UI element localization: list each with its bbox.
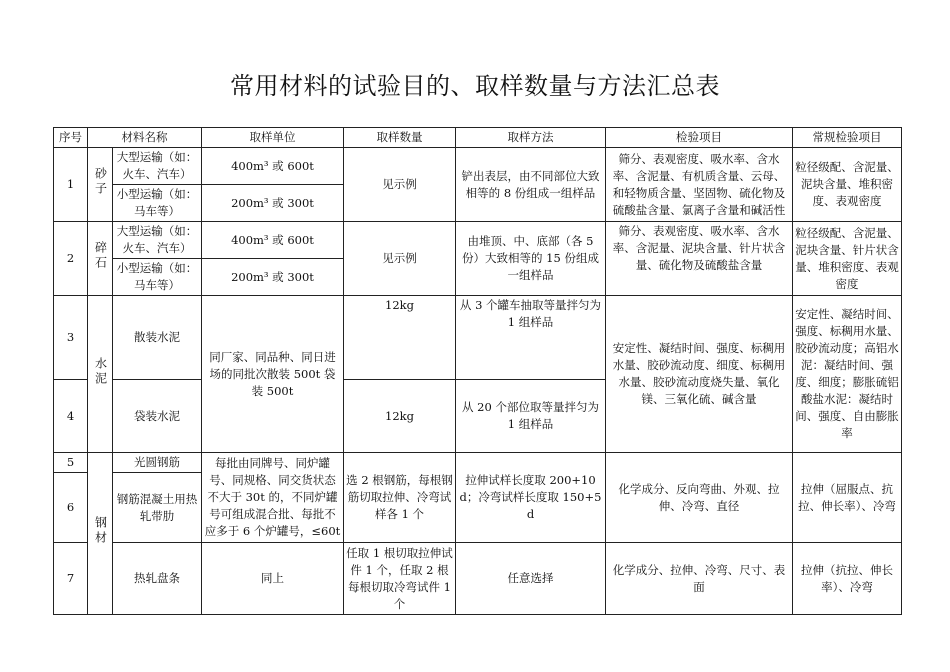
sample-unit: 每批由同牌号、同炉罐号、同规格、同交货状态不大于 30t 的，不同炉罐号可组成混合批、每批不应多于 6 个炉罐号，≤60t xyxy=(202,453,344,543)
material-group: 水泥 xyxy=(88,296,113,453)
header-material: 材料名称 xyxy=(88,128,202,148)
row-number: 5 xyxy=(54,453,88,473)
sub-material: 大型运输（如：火车、汽车） xyxy=(113,148,202,185)
sub-material: 小型运输（如：马车等） xyxy=(113,259,202,296)
header-no: 序号 xyxy=(54,128,88,148)
sample-qty: 见示例 xyxy=(344,222,456,296)
header-method: 取样方法 xyxy=(456,128,606,148)
sample-qty: 任取 1 根切取拉伸试件 1 个，任取 2 根每根切取冷弯试件 1 个 xyxy=(344,543,456,615)
table-row xyxy=(54,148,902,185)
table-row xyxy=(54,543,902,615)
material-group: 砂子 xyxy=(88,148,113,222)
material-group: 碎石 xyxy=(88,222,113,296)
routine-items: 安定性、凝结时间、强度、标稠用水量、胶砂流动度；高铝水泥：凝结时间、强度、细度；膨胀硫铝酸盐水泥：凝结时间、强度、自由膨胀率 xyxy=(793,296,902,453)
sample-unit: 400m³ 或 600t xyxy=(202,148,344,185)
sub-material: 袋装水泥 xyxy=(113,380,202,453)
sample-qty: 见示例 xyxy=(344,148,456,222)
routine-items: 拉伸（屈服点、抗拉、伸长率）、冷弯 xyxy=(793,453,902,543)
header-routine: 常规检验项目 xyxy=(793,128,902,148)
row-number: 1 xyxy=(54,148,88,222)
sample-method: 由堆顶、中、底部（各 5 份）大致相等的 15 份组成一组样品 xyxy=(456,222,606,296)
sample-unit: 同厂家、同品种、同日进场的同批次散装 500t 袋装 500t xyxy=(202,296,344,453)
header-items: 检验项目 xyxy=(606,128,793,148)
routine-items: 拉伸（抗拉、伸长率）、冷弯 xyxy=(793,543,902,615)
row-number: 2 xyxy=(54,222,88,296)
sub-material: 大型运输（如：火车、汽车） xyxy=(113,222,202,259)
row-number: 3 xyxy=(54,296,88,380)
header-unit: 取样单位 xyxy=(202,128,344,148)
table-row xyxy=(54,453,902,473)
sample-method: 铲出表层，由不同部位大致相等的 8 份组成一组样品 xyxy=(456,148,606,222)
materials-table xyxy=(53,127,902,615)
sub-material: 钢筋混凝土用热轧带肋 xyxy=(113,473,202,543)
table-row xyxy=(54,296,902,380)
sample-unit: 400m³ 或 600t xyxy=(202,222,344,259)
sub-material: 光圆钢筋 xyxy=(113,453,202,473)
routine-items: 粒径级配、含泥量、泥块含量、针片状含量、堆积密度、表观密度 xyxy=(793,222,902,296)
test-items: 筛分、表观密度、吸水率、含水率、含泥量、有机质含量、云母、和轻物质含量、坚固物、硫化物及硫酸盐含量、氯离子含量和碱活性 xyxy=(606,148,793,222)
sample-method: 从 20 个部位取等量拌匀为 1 组样品 xyxy=(456,380,606,453)
sample-qty: 选 2 根钢筋，每根钢筋切取拉伸、冷弯试样各 1 个 xyxy=(344,453,456,543)
test-items: 化学成分、拉伸、冷弯、尺寸、表面 xyxy=(606,543,793,615)
sample-method: 拉伸试样长度取 200+10d；冷弯试样长度取 150+5d xyxy=(456,453,606,543)
routine-items: 粒径级配、含泥量、泥块含量、堆积密度、表观密度 xyxy=(793,148,902,222)
header-qty: 取样数量 xyxy=(344,128,456,148)
page-title: 常用材料的试验目的、取样数量与方法汇总表 xyxy=(230,72,720,100)
sample-unit: 同上 xyxy=(202,543,344,615)
sub-material: 热轧盘条 xyxy=(113,543,202,615)
header-row xyxy=(54,128,902,148)
sample-qty: 12kg xyxy=(344,296,456,380)
table-row xyxy=(54,222,902,259)
sample-unit: 200m³ 或 300t xyxy=(202,185,344,222)
row-number: 7 xyxy=(54,543,88,615)
sample-unit: 200m³ 或 300t xyxy=(202,259,344,296)
sub-material: 小型运输（如：马车等） xyxy=(113,185,202,222)
row-number: 4 xyxy=(54,380,88,453)
test-items: 筛分、表观密度、吸水率、含水率、含泥量、泥块含量、针片状含量、硫化物及硫酸盐含量 xyxy=(606,222,793,296)
test-items: 化学成分、反向弯曲、外观、拉伸、冷弯、直径 xyxy=(606,453,793,543)
sub-material: 散装水泥 xyxy=(113,296,202,380)
sample-method: 从 3 个罐车抽取等量拌匀为 1 组样品 xyxy=(456,296,606,380)
sample-qty: 12kg xyxy=(344,380,456,453)
material-group: 钢材 xyxy=(88,453,113,615)
test-items: 安定性、凝结时间、强度、标稠用水量、胶砂流动度、细度、标稠用水量、胶砂流动度烧失量、氧化镁、三氧化硫、碱含量 xyxy=(606,296,793,453)
sample-method: 任意选择 xyxy=(456,543,606,615)
row-number: 6 xyxy=(54,473,88,543)
